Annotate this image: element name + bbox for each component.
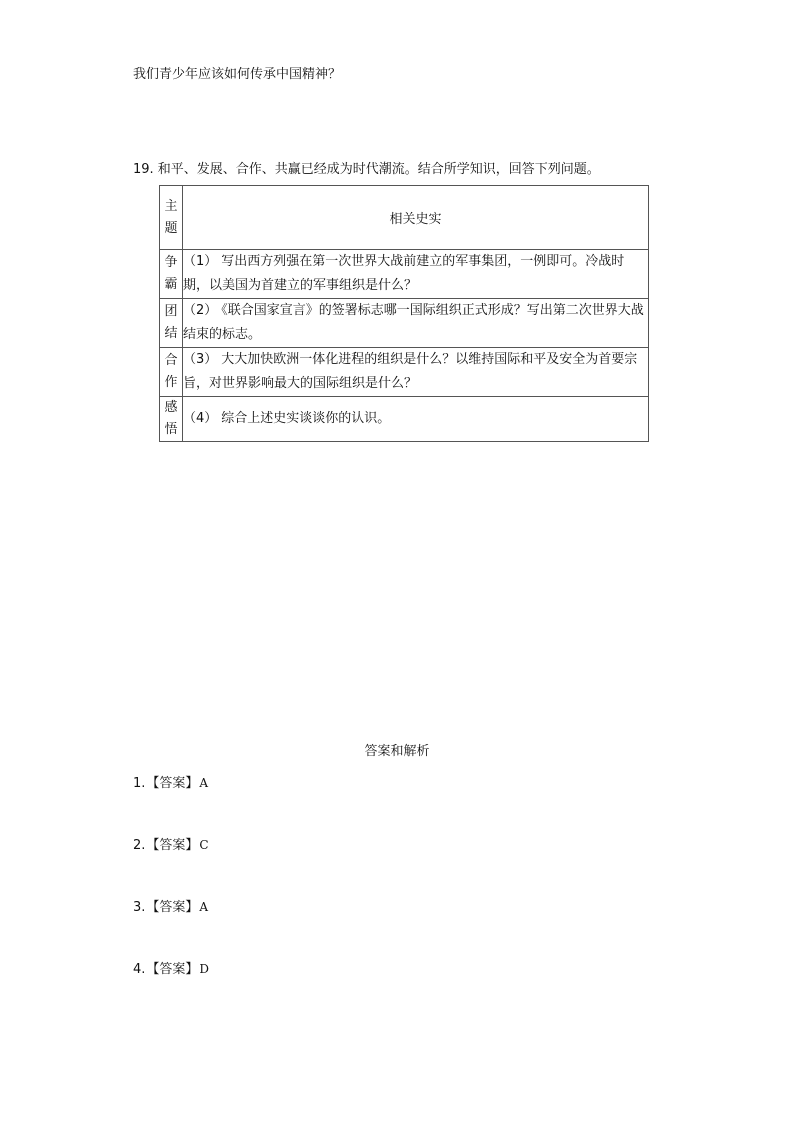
header-facts-cell: 相关史实: [183, 186, 649, 250]
subquestion-label: （3）: [183, 352, 218, 367]
answer-number: 2.: [133, 838, 146, 853]
answer-item: [133, 898, 208, 917]
theme-char: 霸: [164, 277, 178, 292]
theme-cell: [160, 397, 183, 442]
subquestion-label: （2）: [183, 303, 218, 318]
fact-cell: [183, 348, 649, 397]
subquestion-text: 写出西方列强在第一次世界大战前建立的军事集团，一例即可。冷战时期，以美国为首建立的军事组织是什么？: [183, 254, 625, 293]
theme-char: 感: [164, 400, 178, 415]
answer-number: 3.: [133, 900, 146, 915]
answer-item: [133, 836, 209, 855]
answer-value: A: [199, 776, 209, 790]
question-stem-text: 和平、发展、合作、共赢已经成为时代潮流。结合所学知识，回答下列问题。: [157, 162, 600, 177]
question-19-stem: [133, 161, 600, 179]
question-number: 19.: [133, 162, 154, 177]
subquestion-label: （1）: [183, 254, 218, 269]
subquestion-text: 综合上述史实谈谈你的认识。: [221, 411, 391, 426]
theme-cell: [160, 348, 183, 397]
history-facts-table: [159, 185, 649, 442]
answer-label: 【答案】: [146, 838, 199, 853]
theme-char: 团: [164, 304, 178, 319]
theme-char: 合: [164, 353, 178, 368]
answer-label: 【答案】: [146, 962, 199, 977]
answer-label: 【答案】: [146, 900, 199, 915]
theme-char: 悟: [164, 422, 178, 437]
answer-value: A: [199, 900, 209, 914]
header-theme-char: 主: [164, 198, 178, 214]
answer-label: 【答案】: [146, 776, 199, 791]
theme-cell: [160, 250, 183, 299]
answer-item: [133, 774, 208, 793]
table-header-row: [160, 186, 649, 250]
answers-section-title: 答案和解析: [364, 744, 430, 759]
answer-number: 4.: [133, 962, 146, 977]
subquestion-label: （4）: [183, 411, 218, 426]
table-row: [160, 250, 649, 299]
header-theme-cell: [160, 186, 183, 250]
theme-char: 争: [164, 255, 178, 270]
theme-cell: [160, 299, 183, 348]
answer-value: D: [199, 962, 210, 976]
theme-char: 作: [164, 375, 178, 390]
previous-question-text: 我们青少年应该如何传承中国精神？: [133, 67, 342, 82]
table-row: [160, 348, 649, 397]
fact-cell: [183, 397, 649, 442]
table-row: [160, 397, 649, 442]
subquestion-text: 《联合国家宣言》的签署标志哪一国际组织正式形成？写出第二次世界大战结束的标志。: [183, 303, 644, 342]
answer-value: C: [199, 838, 209, 852]
answer-item: [133, 960, 209, 979]
subquestion-text: 大大加快欧洲一体化进程的组织是什么？以维持国际和平及安全为首要宗旨，对世界影响最大的国际组织是什么？: [183, 352, 638, 391]
answer-number: 1.: [133, 776, 146, 791]
table-row: [160, 299, 649, 348]
fact-cell: [183, 299, 649, 348]
theme-char: 结: [164, 326, 178, 341]
header-theme-char: 题: [164, 220, 178, 236]
fact-cell: [183, 250, 649, 299]
